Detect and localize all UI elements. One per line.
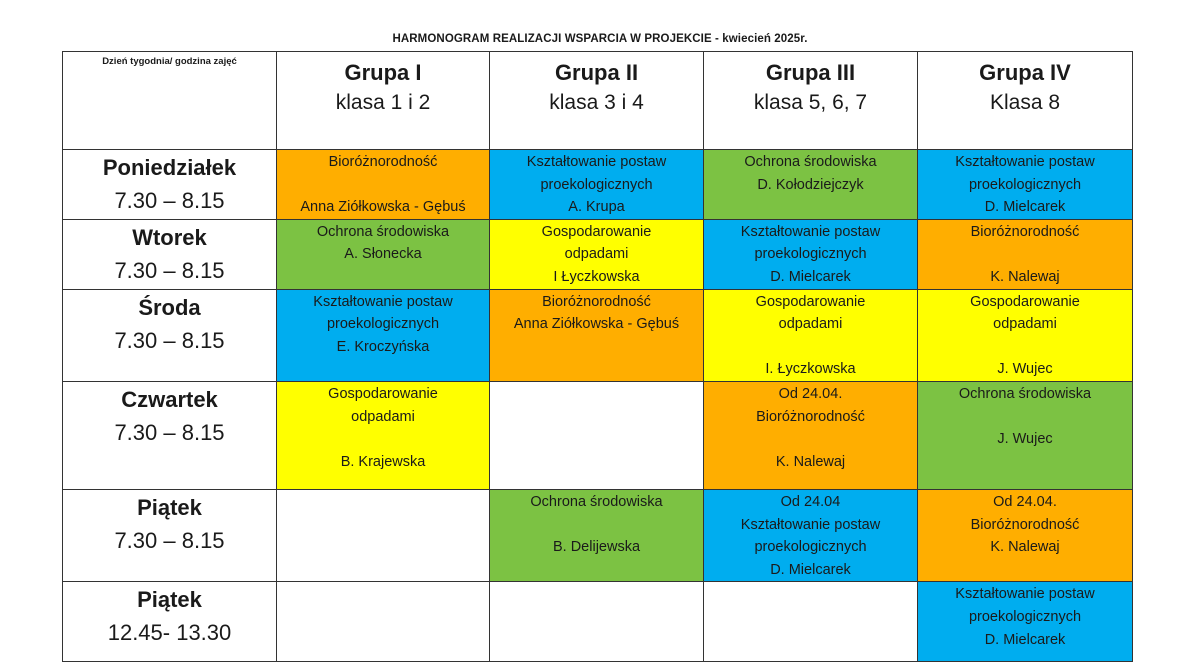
- class-time: 7.30 – 8.15: [114, 327, 225, 353]
- day-name: Wtorek: [132, 224, 207, 250]
- activity-line: Kształtowanie postaw: [955, 586, 1095, 603]
- schedule-row: [63, 289, 1133, 381]
- activity-line: B. Krajewska: [340, 453, 426, 470]
- activity-line: D. Kołodziejczyk: [757, 176, 864, 193]
- group-classes: klasa 5, 6, 7: [753, 91, 868, 114]
- day-name: Czwartek: [121, 386, 218, 412]
- activity-line: D. Mielcarek: [984, 199, 1066, 216]
- day-cell: [63, 582, 277, 662]
- activity-line: Od 24.04.: [993, 493, 1057, 510]
- activity-cell: [277, 219, 490, 289]
- activity-line: D. Mielcarek: [770, 561, 851, 578]
- activity-cell: [918, 289, 1133, 381]
- day-name: Piątek: [137, 494, 202, 520]
- activity-line: odpadami: [351, 408, 415, 425]
- activity-line: Kształtowanie postaw: [955, 154, 1095, 170]
- spacer: [704, 336, 917, 359]
- document-title: HARMONOGRAM REALIZACJI WSPARCIA W PROJEKCIE - kwiecień 2025r.: [392, 33, 808, 45]
- activity-line: Anna Ziółkowska - Gębuś: [513, 316, 680, 333]
- activity-cell: [918, 582, 1133, 662]
- activity-line: odpadami: [778, 316, 843, 333]
- empty-cell: [490, 381, 704, 489]
- activity-line: K. Nalewaj: [990, 268, 1060, 285]
- activity-line: Ochrona środowiska: [958, 385, 1092, 402]
- class-time: 7.30 – 8.15: [114, 188, 225, 213]
- corner-header: Dzień tygodnia/ godzina zajęć: [63, 52, 277, 150]
- activity-line: Kształtowanie postaw: [526, 154, 667, 170]
- activity-line: Ochrona środowiska: [530, 493, 663, 510]
- activity-line: J. Wujec: [997, 431, 1053, 448]
- activity-line: D. Mielcarek: [770, 268, 851, 285]
- spacer: [918, 336, 1132, 359]
- class-time: 7.30 – 8.15: [114, 419, 225, 445]
- activity-cell: [277, 289, 490, 381]
- activity-line: Bioróżnorodność: [970, 223, 1080, 240]
- activity-line: B. Delijewska: [552, 539, 641, 556]
- activity-cell: [704, 150, 918, 220]
- group-header: [277, 52, 490, 150]
- activity-line: odpadami: [564, 246, 629, 263]
- header-row: [63, 52, 1133, 150]
- activity-cell: [490, 150, 704, 220]
- activity-line: odpadami: [993, 316, 1057, 333]
- group-classes: Klasa 8: [989, 91, 1061, 114]
- activity-line: Bioróżnorodność: [328, 154, 438, 170]
- activity-line: Gospodarowanie: [755, 293, 866, 310]
- activity-cell: [704, 219, 918, 289]
- group-classes: klasa 3 i 4: [549, 91, 644, 114]
- activity-line: D. Mielcarek: [984, 631, 1066, 648]
- activity-cell: [490, 289, 704, 381]
- group-name: Grupa III: [765, 60, 856, 85]
- class-time: 7.30 – 8.15: [114, 257, 225, 283]
- activity-line: I. Łyczkowska: [765, 361, 856, 378]
- schedule-row: [63, 489, 1133, 581]
- spacer: [277, 174, 489, 197]
- activity-line: A. Słonecka: [344, 246, 422, 263]
- activity-cell: [918, 150, 1133, 220]
- activity-line: Gospodarowanie: [541, 223, 652, 240]
- activity-cell: [277, 150, 490, 220]
- group-header: [704, 52, 918, 150]
- activity-line: E. Kroczyńska: [336, 338, 430, 355]
- spacer: [918, 243, 1132, 266]
- activity-line: K. Nalewaj: [990, 539, 1060, 556]
- activity-line: proekologicznych: [754, 539, 867, 556]
- activity-cell: [490, 489, 704, 581]
- activity-line: Od 24.04.: [778, 385, 843, 402]
- day-cell: [63, 150, 277, 220]
- schedule-row: [63, 381, 1133, 489]
- activity-line: I Łyczkowska: [553, 268, 640, 285]
- group-header: [490, 52, 704, 150]
- activity-line: proekologicznych: [968, 608, 1082, 625]
- schedule-row: [63, 219, 1133, 289]
- empty-cell: [704, 582, 918, 662]
- activity-line: J. Wujec: [997, 361, 1053, 378]
- activity-line: K. Nalewaj: [775, 453, 846, 470]
- activity-line: Gospodarowanie: [970, 293, 1080, 310]
- day-cell: [63, 489, 277, 581]
- schedule-table: [62, 51, 1133, 662]
- day-name: Środa: [138, 294, 201, 320]
- activity-line: proekologicznych: [540, 176, 653, 193]
- activity-line: proekologicznych: [326, 316, 440, 333]
- activity-cell: [704, 489, 918, 581]
- activity-line: Ochrona środowiska: [744, 154, 877, 170]
- empty-cell: [277, 582, 490, 662]
- activity-cell: [704, 289, 918, 381]
- group-header: [918, 52, 1133, 150]
- activity-cell: [277, 381, 490, 489]
- activity-line: Od 24.04: [780, 493, 841, 510]
- activity-cell: [704, 381, 918, 489]
- class-time: 7.30 – 8.15: [114, 527, 225, 553]
- day-name: Poniedziałek: [102, 155, 237, 180]
- schedule-row: [63, 150, 1133, 220]
- spacer: [490, 514, 703, 537]
- empty-cell: [277, 489, 490, 581]
- activity-line: A. Krupa: [568, 199, 625, 216]
- activity-line: Kształtowanie postaw: [740, 516, 881, 533]
- group-classes: klasa 1 i 2: [335, 91, 431, 114]
- spacer: [704, 428, 917, 451]
- activity-line: Anna Ziółkowska - Gębuś: [300, 199, 466, 216]
- activity-line: Bioróżnorodność: [970, 516, 1080, 533]
- activity-line: Bioróżnorodność: [756, 408, 865, 425]
- day-name: Piątek: [137, 587, 202, 613]
- activity-cell: [918, 219, 1133, 289]
- activity-cell: [918, 489, 1133, 581]
- activity-cell: [918, 381, 1133, 489]
- activity-line: proekologicznych: [754, 246, 867, 263]
- activity-line: Gospodarowanie: [328, 385, 438, 402]
- day-cell: [63, 289, 277, 381]
- activity-line: Bioróżnorodność: [542, 293, 651, 310]
- class-time: 12.45- 13.30: [107, 620, 232, 646]
- group-name: Grupa IV: [979, 60, 1071, 85]
- schedule-row: [63, 582, 1133, 662]
- activity-line: Kształtowanie postaw: [740, 223, 881, 240]
- group-name: Grupa I: [344, 60, 422, 85]
- activity-line: proekologicznych: [968, 176, 1082, 193]
- activity-line: Ochrona środowiska: [316, 223, 450, 240]
- group-name: Grupa II: [554, 60, 639, 85]
- spacer: [918, 406, 1132, 429]
- day-cell: [63, 219, 277, 289]
- day-cell: [63, 381, 277, 489]
- activity-cell: [490, 219, 704, 289]
- empty-cell: [490, 582, 704, 662]
- spacer: [277, 428, 489, 451]
- activity-line: Kształtowanie postaw: [313, 293, 453, 310]
